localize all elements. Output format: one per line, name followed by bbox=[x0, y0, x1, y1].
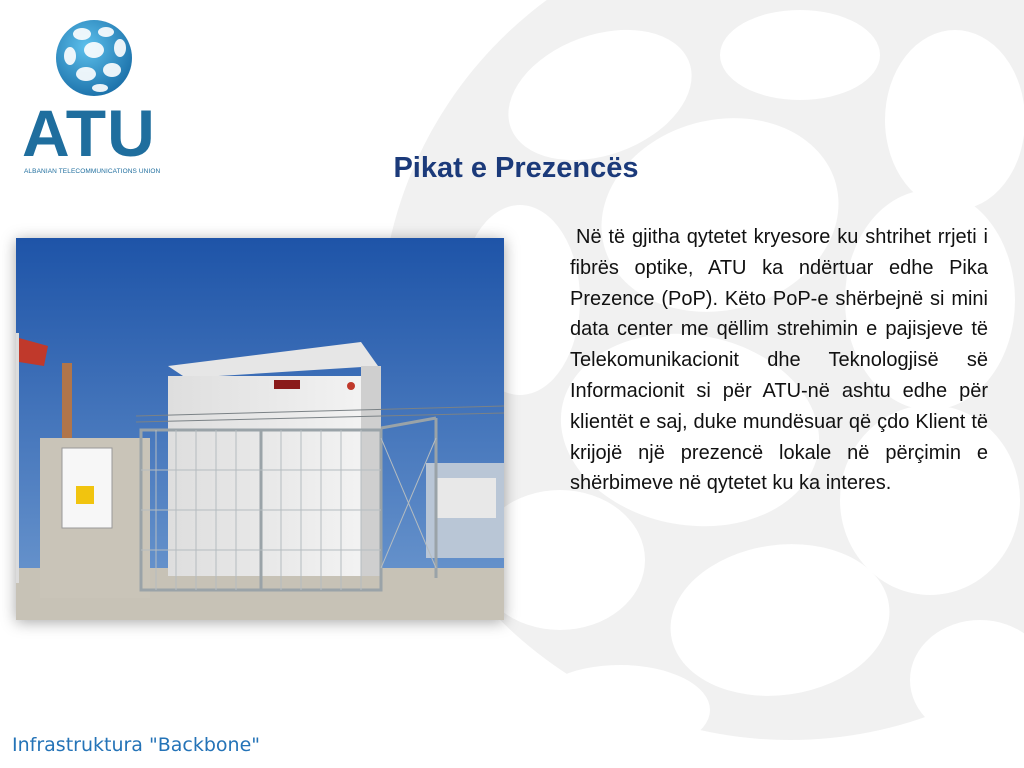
slide-title: Pikat e Prezencës bbox=[393, 152, 639, 184]
pop-container-photo bbox=[16, 238, 504, 620]
atu-globe-logo-icon bbox=[54, 18, 134, 98]
atu-logo bbox=[22, 18, 172, 178]
logo-subtitle: ALBANIAN TELECOMMUNICATIONS UNION bbox=[24, 168, 161, 175]
slide-body-text: Në të gjitha qytetet kryesore ku shtrihet rrjeti i fibrës optike, ATU ka ndërtuar edhe Pika Prezence (PoP). Këto PoP-e shërbejnë si mini data center me qëllim strehimin e pajisjeve të Telekomunikacionit dhe Teknologjisë së Informacionit si për ATU-në ashtu edhe për klientët e saj, duke mundësuar që çdo Klient të krijojë një prezencë lokale në përçimin e shërbimeve në qytetet ku ka interes. bbox=[570, 226, 988, 495]
footer-section-label: Infrastruktura "Backbone" bbox=[12, 734, 261, 756]
logo-wordmark: ATU bbox=[22, 96, 156, 170]
